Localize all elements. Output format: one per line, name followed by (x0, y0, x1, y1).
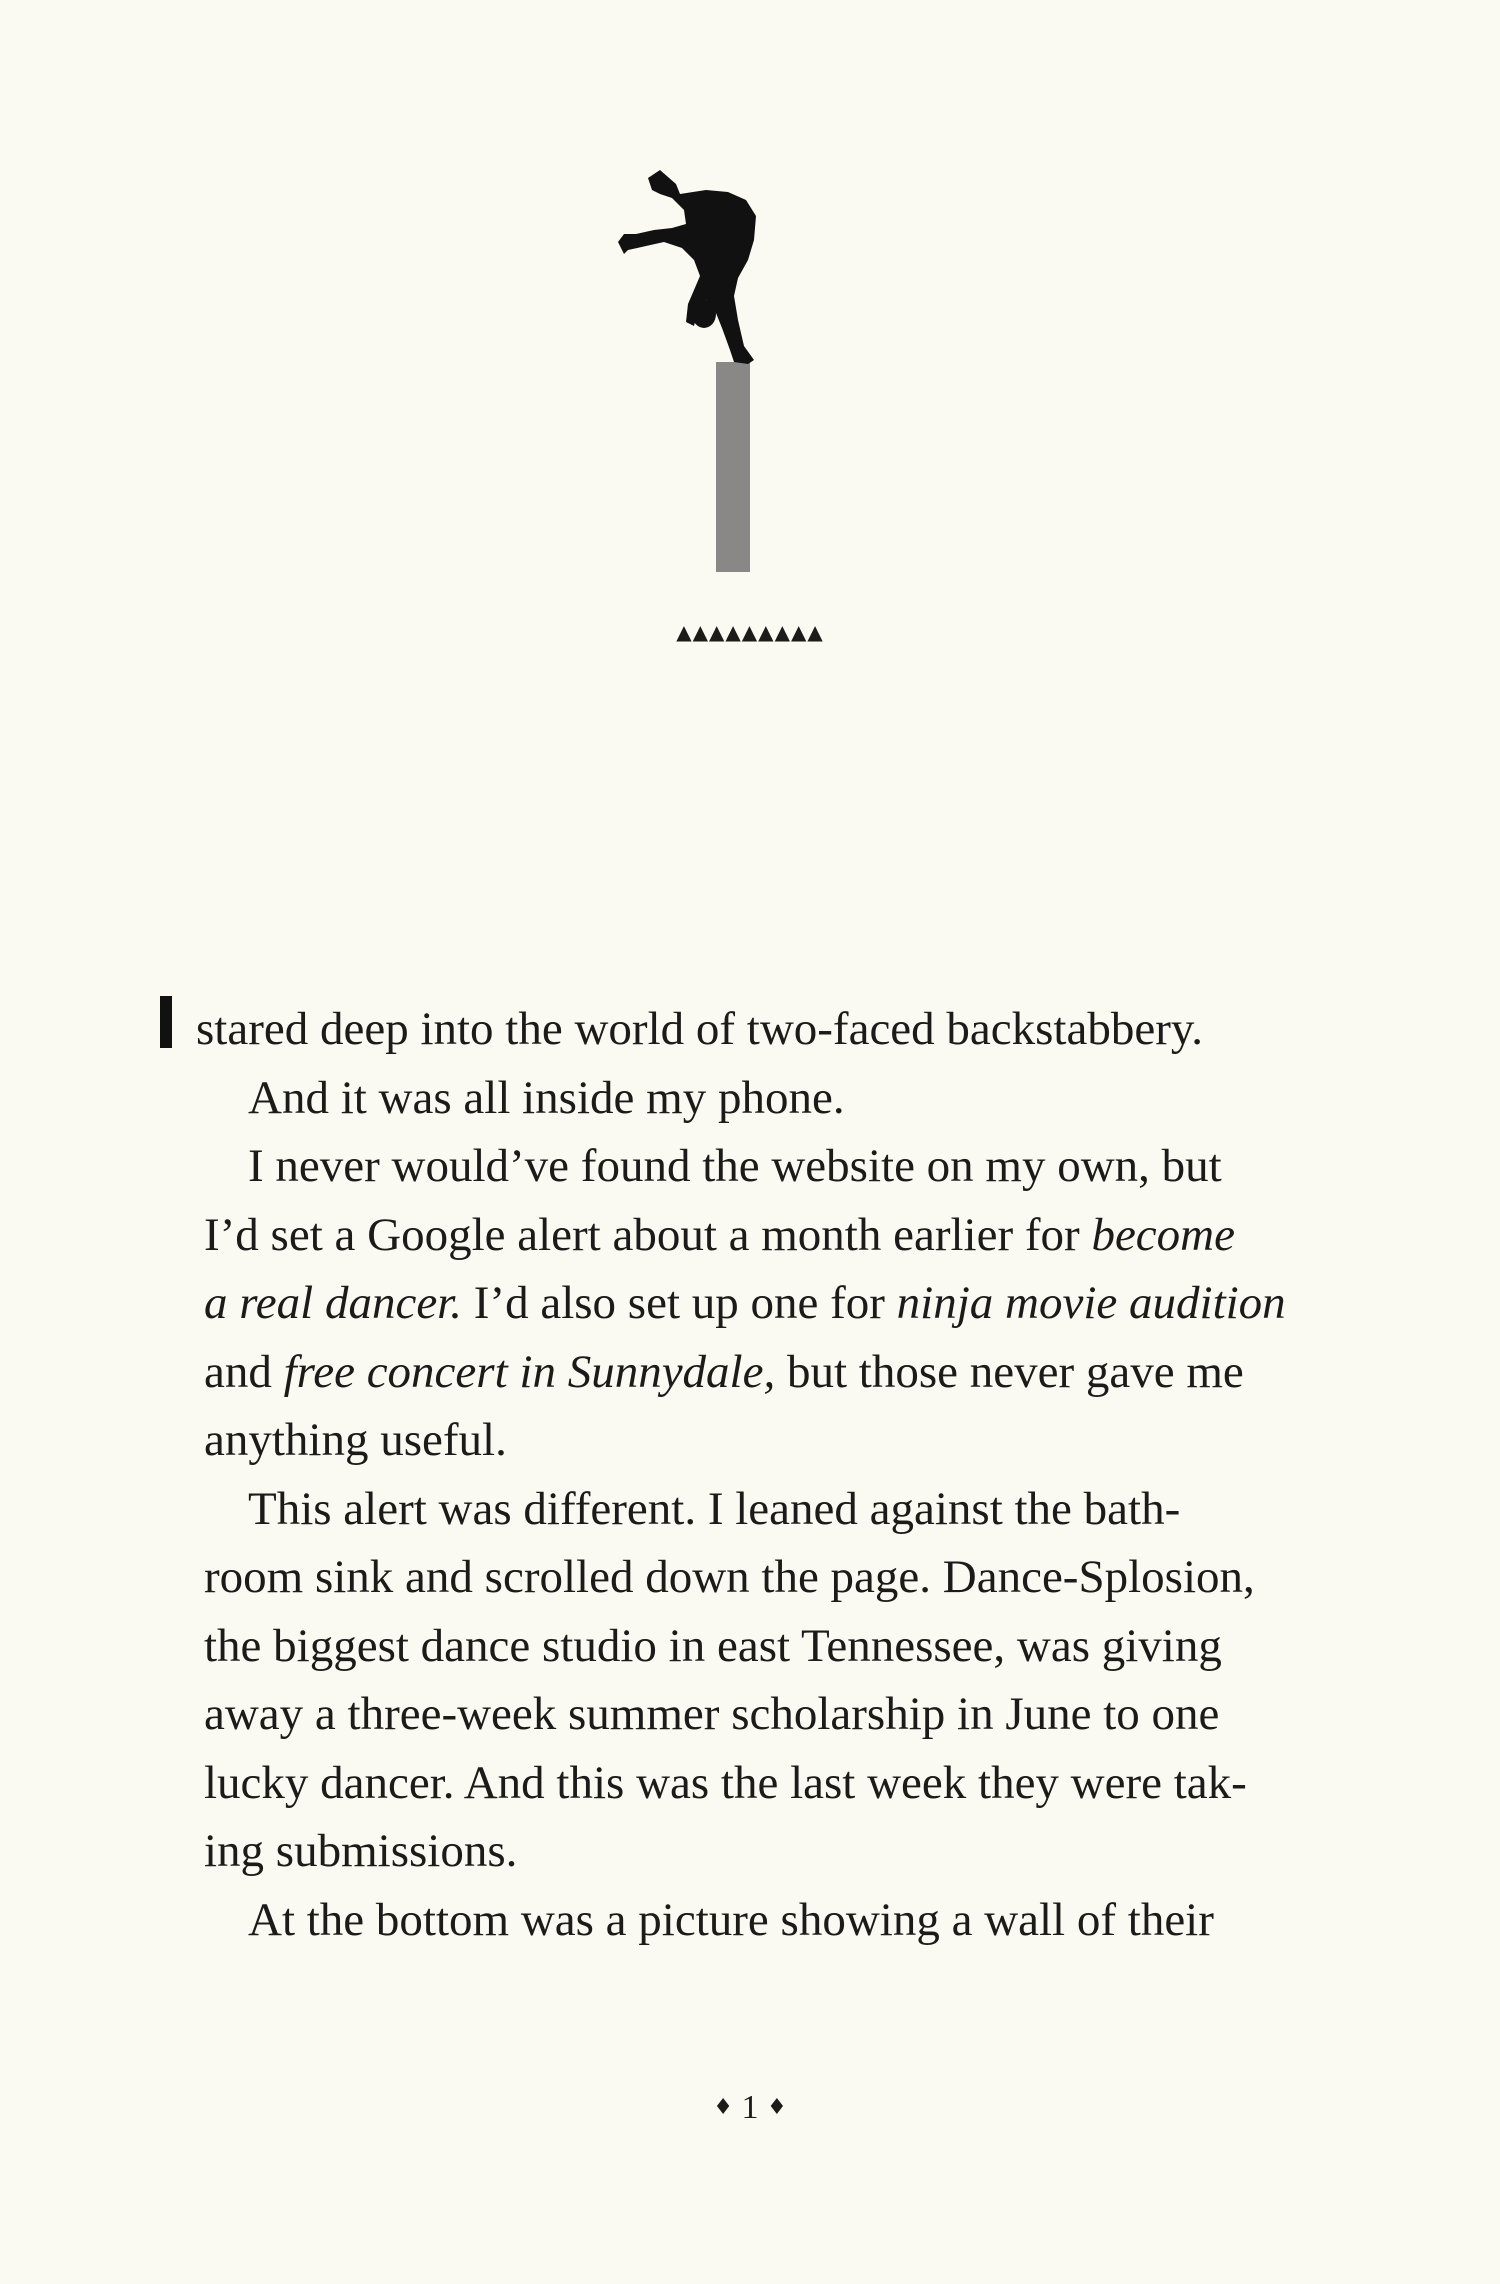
page-number-value: 1 (741, 2089, 759, 2126)
text-line: room sink and scrolled down the page. Dance-Splosion, (204, 1551, 1255, 1603)
body-text (160, 995, 1315, 1954)
paragraph (160, 1132, 1315, 1475)
text-span: I’d also set up one for (462, 1277, 897, 1329)
italic-span: become (1091, 1208, 1235, 1261)
chapter-number-illustration (588, 150, 788, 580)
text-line: At the bottom was a picture showing a wall of their (248, 1893, 1214, 1946)
text-line: anything useful. (204, 1414, 507, 1466)
chapter-ornament: ▲▲▲▲▲▲▲▲▲ (676, 620, 824, 644)
diamond-right-icon: ♦ (767, 2095, 787, 2120)
italic-span: ninja movie audition (896, 1277, 1286, 1329)
text-span: stared deep into the world of two-faced backstabbery. (196, 1003, 1204, 1055)
italic-span: a real dancer. (204, 1277, 463, 1329)
italic-span: free concert in Sunnydale, (283, 1345, 776, 1398)
text-line (160, 1269, 1315, 1338)
handstand-figure-icon (618, 170, 756, 364)
drop-cap-i (160, 996, 172, 1048)
text-line (160, 995, 1315, 1064)
text-line: away a three-week summer scholarship in June to one (204, 1688, 1220, 1740)
diamond-left-icon: ♦ (713, 2095, 733, 2120)
text-line: ing submissions. (204, 1825, 518, 1877)
text-span: I’d set a Google alert about a month earlier for (204, 1208, 1092, 1261)
text-line: the biggest dance studio in east Tennessee, was giving (204, 1619, 1222, 1672)
pillar (716, 362, 750, 572)
text-line (160, 1338, 1315, 1407)
text-span: but those never gave me (775, 1345, 1244, 1398)
text-line: lucky dancer. And this was the last week they were tak- (204, 1756, 1247, 1809)
paragraph (160, 1475, 1315, 1886)
text-line: This alert was different. I leaned against the bath- (248, 1482, 1181, 1535)
text-span: and (204, 1345, 284, 1398)
paragraph (160, 1064, 1315, 1133)
text-line (160, 1201, 1315, 1270)
text-line: I never would’ve found the website on my own, but (248, 1140, 1222, 1192)
paragraph (160, 1886, 1315, 1955)
page-number (0, 2088, 1500, 2128)
text-line: And it was all inside my phone. (248, 1071, 845, 1124)
paragraph (160, 995, 1315, 1064)
